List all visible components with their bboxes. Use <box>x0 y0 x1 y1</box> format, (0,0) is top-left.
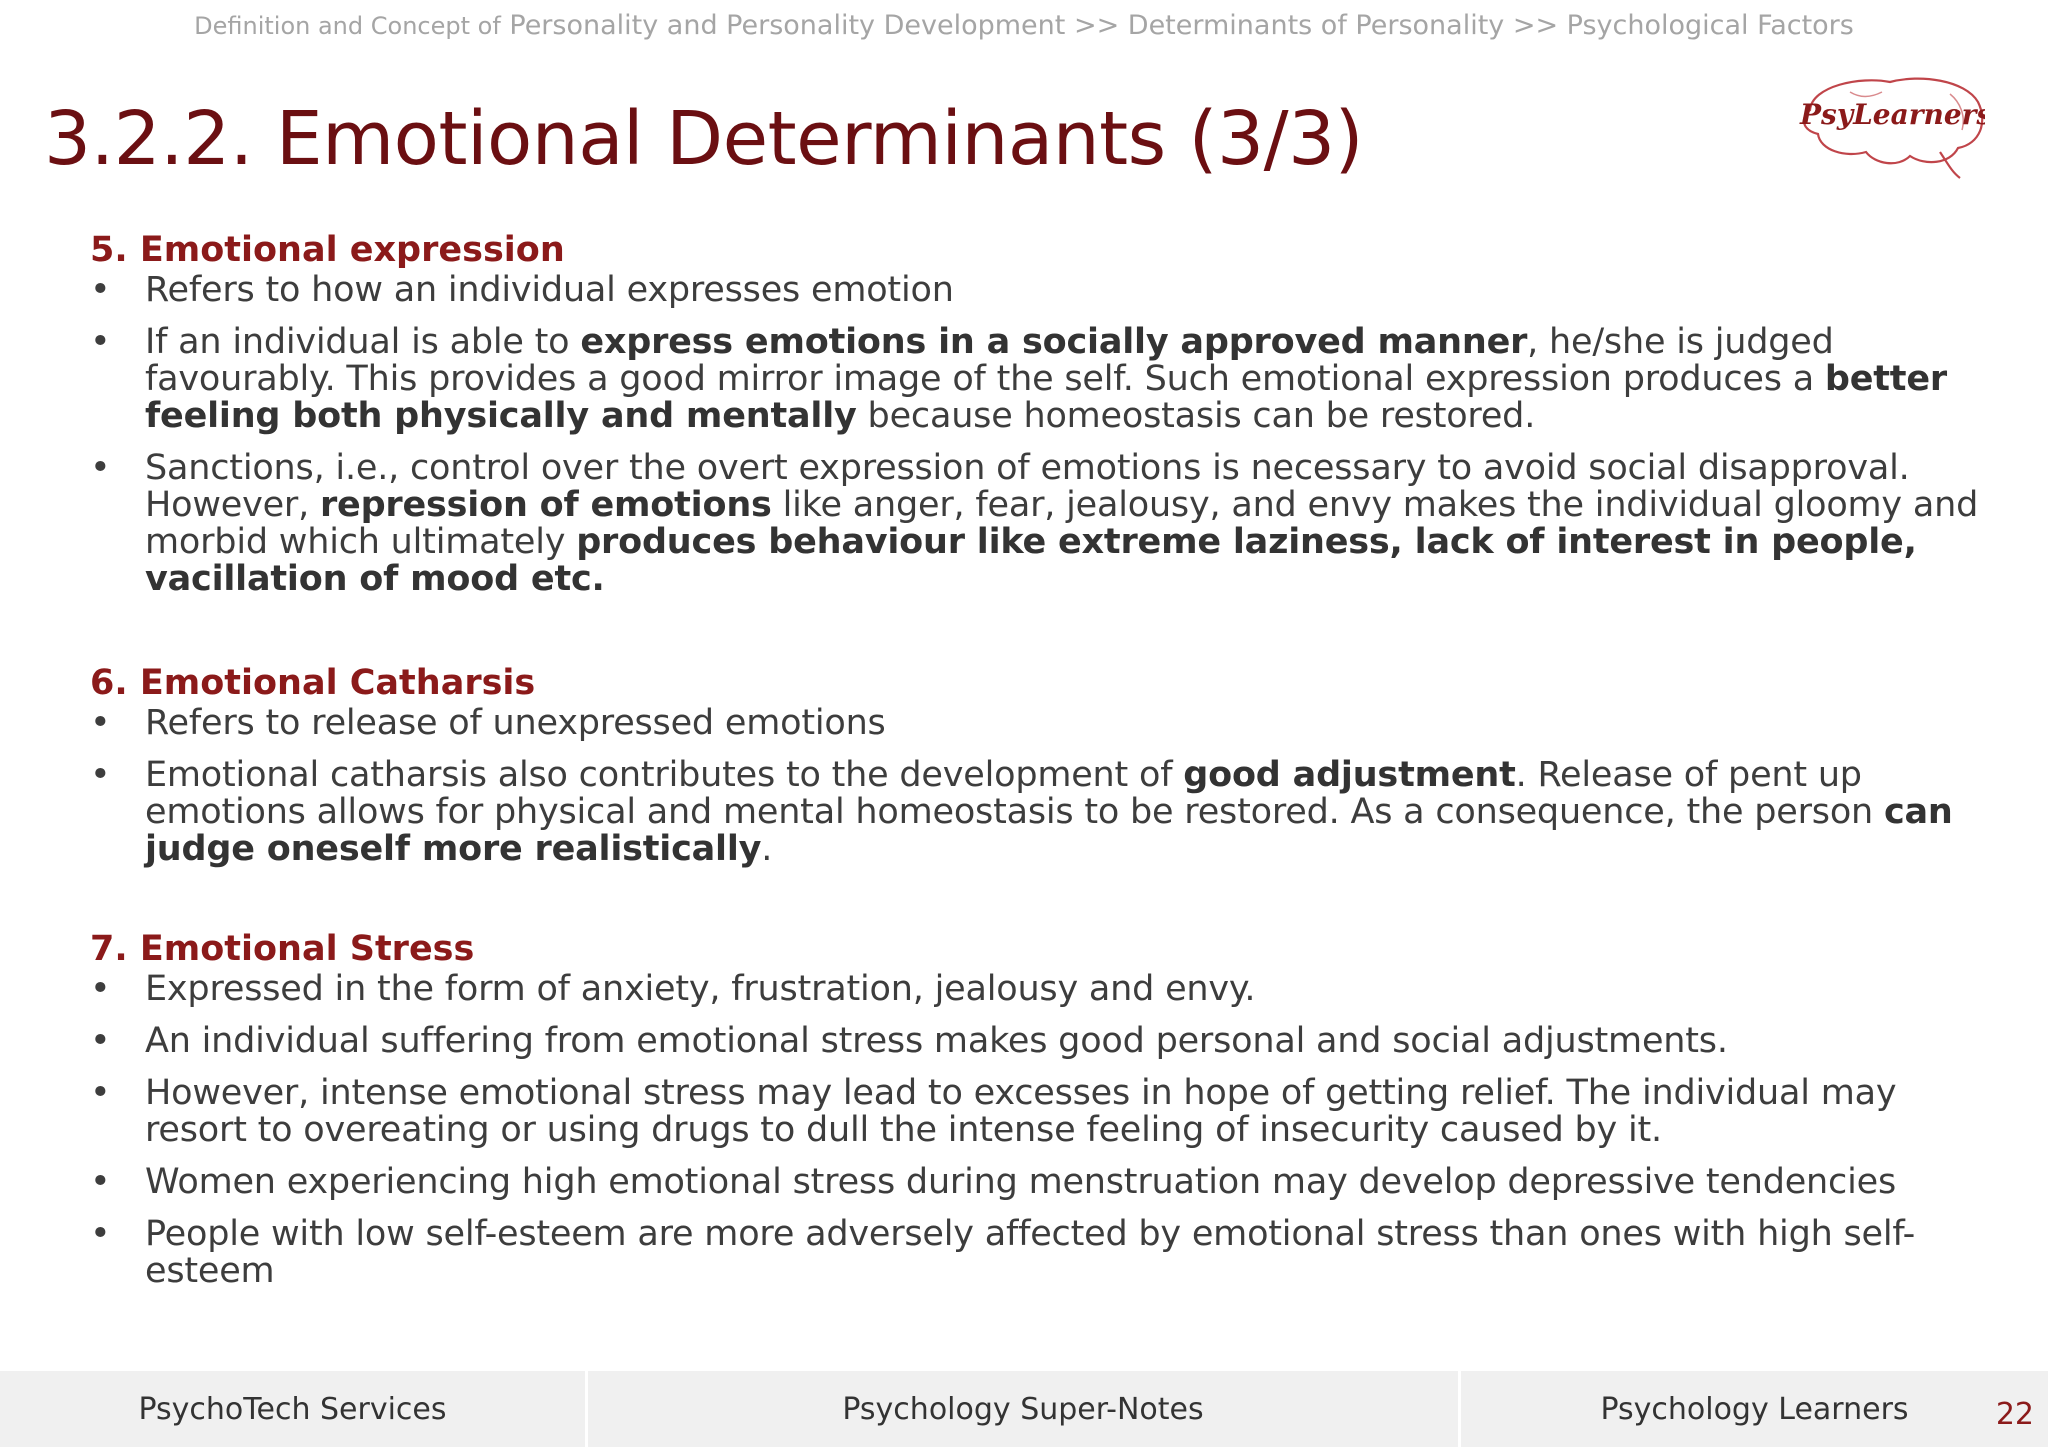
footer-center: Psychology Super-Notes <box>588 1371 1458 1447</box>
section-heading-emotional-expression: 5. Emotional expression <box>90 230 565 270</box>
brain-outline-icon <box>1790 72 1985 182</box>
list-item: • Sanctions, i.e., control over the overt expression of emotions is necessary to avoid social disapproval. However, repression of emotions like anger, fear, jealousy, and envy makes the individual gloomy and morbid which ultimately produces behaviour like extreme laziness, lack of interest in people, vacillation of mood etc. <box>90 450 1990 598</box>
footer-left: PsychoTech Services <box>0 1371 585 1447</box>
logo-text: PsyLearners <box>1800 98 1985 131</box>
page-number: 22 <box>1995 1397 2034 1432</box>
footer <box>0 1371 2048 1449</box>
section-heading-emotional-catharsis: 6. Emotional Catharsis <box>90 663 536 703</box>
list-item: • Refers to release of unexpressed emotions <box>90 705 1990 742</box>
list-item: • However, intense emotional stress may lead to excesses in hope of getting relief. The individual may resort to overeating or using drugs to dull the intense feeling of insecurity caused by it. <box>90 1075 1990 1149</box>
list-item: • Emotional catharsis also contributes to the development of good adjustment. Release of pent up emotions allows for physical and mental homeostasis to be restored. As a consequence, the person can judge oneself more realistically. <box>90 757 1990 868</box>
slide-content <box>90 228 1990 1305</box>
list-item: • Refers to how an individual expresses emotion <box>90 272 1990 309</box>
emotional-stress-list <box>90 971 1990 1290</box>
emotional-expression-list <box>90 272 1990 598</box>
breadcrumb-path: Personality and Personality Development >> Determinants of Personality >> Psychological Factors <box>509 10 1854 41</box>
list-item: • Women experiencing high emotional stress during menstruation may develop depressive tendencies <box>90 1164 1990 1201</box>
footer-right: Psychology Learners <box>1461 1371 2048 1447</box>
section-heading-emotional-stress: 7. Emotional Stress <box>90 929 475 969</box>
breadcrumb <box>0 10 2048 41</box>
breadcrumb-prefix: Definition and Concept of <box>194 12 501 40</box>
psylearners-logo <box>1790 72 1985 182</box>
emotional-catharsis-list <box>90 705 1990 868</box>
list-item: • If an individual is able to express emotions in a socially approved manner, he/she is judged favourably. This provides a good mirror image of the self. Such emotional expression produces a better feeling both physically and mentally because homeostasis can be restored. <box>90 324 1990 435</box>
page-title: 3.2.2. Emotional Determinants (3/3) <box>44 96 1364 182</box>
list-item: • People with low self-esteem are more adversely affected by emotional stress than ones with high self-esteem <box>90 1216 1990 1290</box>
list-item: • Expressed in the form of anxiety, frustration, jealousy and envy. <box>90 971 1990 1008</box>
list-item: • An individual suffering from emotional stress makes good personal and social adjustments. <box>90 1023 1990 1060</box>
